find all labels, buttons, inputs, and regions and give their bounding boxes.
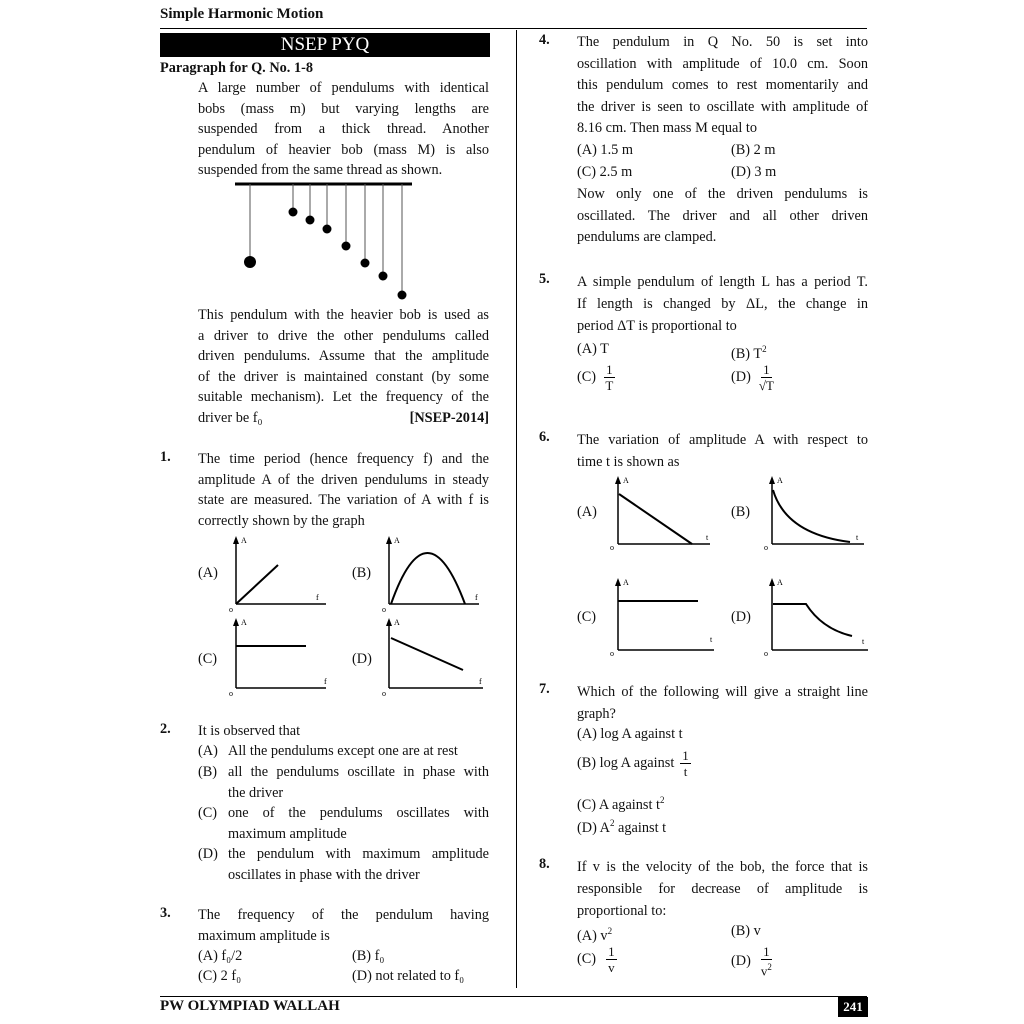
q6-stem: The variation of amplitude A with respect to time t is shown as xyxy=(577,432,868,470)
svg-text:t: t xyxy=(710,635,713,644)
q1-option-c-label: (C) xyxy=(198,651,218,667)
q4-number: 4. xyxy=(539,32,550,48)
q6-graph-d xyxy=(760,574,870,658)
q1-option-d-label: (D) xyxy=(352,651,372,667)
q4-option-d: (D) 3 m xyxy=(731,164,777,180)
q5-stem: A simple pendulum of length L has a period T. If length is changed by ΔL, the change in period ΔT is proportional to xyxy=(577,274,868,334)
svg-text:A: A xyxy=(394,618,400,627)
q7-option-b: (B) log A against $\frac{1}{t}$ xyxy=(577,748,689,779)
q7-option-d: (D) $A^2$ against t xyxy=(577,818,667,836)
q1-graph-a xyxy=(226,532,336,614)
svg-text:f: f xyxy=(479,677,482,686)
q2-option-a-label: (A) xyxy=(198,743,218,759)
q5-option-b: (B) $T^2$ xyxy=(731,344,767,362)
q6-graph-a xyxy=(606,472,716,552)
q8-option-d: (D) $\frac{1}{v^2}$ xyxy=(731,944,772,979)
q2-option-d-text: the pendulum with maximum amplitude oscillates in phase with the driver xyxy=(228,846,489,883)
svg-text:f: f xyxy=(316,593,319,602)
footer-rule xyxy=(160,996,867,997)
q7-option-c: (C) A against $t^2$ xyxy=(577,795,665,813)
page-number: 241 xyxy=(838,997,868,1017)
q6-option-c-label: (C) xyxy=(577,609,597,625)
q2-option-a-text: All the pendulums except one are at rest xyxy=(228,743,458,759)
svg-text:A: A xyxy=(623,476,629,485)
q7-stem: Which of the following will give a straight line graph? xyxy=(577,684,868,722)
svg-text:o: o xyxy=(229,689,233,698)
footer-brand: PW OLYMPIAD WALLAH xyxy=(160,998,340,1014)
svg-text:A: A xyxy=(241,618,247,627)
q5-option-a: (A) T xyxy=(577,341,609,357)
running-header: Simple Harmonic Motion xyxy=(160,6,324,22)
q1-option-b-label: (B) xyxy=(352,565,372,581)
q6-number: 6. xyxy=(539,429,550,445)
q1-graph-c xyxy=(226,614,336,698)
svg-text:o: o xyxy=(610,649,614,658)
svg-text:f: f xyxy=(475,593,478,602)
q4-option-c: (C) 2.5 m xyxy=(577,164,633,180)
q6-option-b-label: (B) xyxy=(731,504,751,520)
q7-number: 7. xyxy=(539,681,550,697)
q3-option-b: (B) f₀ xyxy=(352,948,385,964)
svg-text:o: o xyxy=(382,689,386,698)
svg-text:A: A xyxy=(777,476,783,485)
source-tag: [NSEP-2014] xyxy=(409,409,489,426)
q5-option-c: (C) $\frac{1}{T}$ xyxy=(577,362,614,393)
q2-option-b-text: all the pendulums oscillate in phase with the driver xyxy=(228,764,489,801)
paragraph-heading: Paragraph for Q. No. 1-8 xyxy=(160,60,314,76)
column-divider xyxy=(516,30,517,988)
svg-text:A: A xyxy=(241,536,247,545)
q6-option-d-label: (D) xyxy=(731,609,751,625)
q4-option-a: (A) 1.5 m xyxy=(577,142,633,158)
q4-option-b: (B) 2 m xyxy=(731,142,776,158)
q3-stem: The frequency of the pendulum having maximum amplitude is xyxy=(198,907,489,944)
q1-stem: The time period (hence frequency f) and the amplitude A of the driven pendulums in steady state are measured. The variation of A with f is correctly shown by the graph xyxy=(198,451,489,529)
q8-stem: If v is the velocity of the bob, the force that is responsible for decrease of amplitude is proportional to: xyxy=(577,859,868,919)
svg-text:o: o xyxy=(764,543,768,552)
q1-graph-d xyxy=(379,614,489,698)
q8-option-a: (A) $v^2$ xyxy=(577,926,613,944)
q2-stem: It is observed that xyxy=(198,723,301,739)
q5-option-d: (D) $\frac{1}{√T}$ xyxy=(731,362,774,393)
svg-text:t: t xyxy=(862,637,865,646)
svg-text:A: A xyxy=(777,578,783,587)
q2-option-c-text: one of the pendulums oscillates with maximum amplitude xyxy=(228,805,489,842)
q3-number: 3. xyxy=(160,905,171,921)
q1-number: 1. xyxy=(160,449,171,465)
svg-text:A: A xyxy=(394,536,400,545)
header-rule xyxy=(160,28,867,29)
q1-option-a-label: (A) xyxy=(198,565,218,581)
driver-frequency-line: driver be f₀ xyxy=(198,409,263,426)
q6-option-a-label: (A) xyxy=(577,504,597,520)
q8-number: 8. xyxy=(539,856,550,872)
q4-stem: The pendulum in Q No. 50 is set into oscillation with amplitude of 10.0 cm. Soon this pendulum comes to rest momentarily and the driver is seen to oscillate with amplitude of 8.16 cm. Then mass M equal to xyxy=(577,34,868,137)
q3-option-a: (A) f₀/2 xyxy=(198,948,243,964)
svg-text:o: o xyxy=(610,543,614,552)
q1-graph-b xyxy=(379,532,489,614)
q4-extra-text: Now only one of the driven pendulums is oscillated. The driver and all other driven pendulums are clamped. xyxy=(577,186,868,246)
q8-option-c: (C) $\frac{1}{v}$ xyxy=(577,944,615,975)
pendulum-figure xyxy=(230,180,420,305)
paragraph-text-2: This pendulum with the heavier bob is used as a driver to drive the other pendulums called driven pendulums. Assume that the amplitude of the driver is maintained constant (by some suitable mechanism). Let the frequency of the driver be f₀ [NSEP-2014] xyxy=(198,305,489,428)
q7-option-a: (A) log A against t xyxy=(577,726,683,742)
svg-text:o: o xyxy=(764,649,768,658)
svg-text:t: t xyxy=(856,533,859,542)
q3-option-d: (D) not related to f₀ xyxy=(352,968,465,984)
paragraph-text-1: A large number of pendulums with identical bobs (mass m) but varying lengths are suspended from a thick thread. Another pendulum of heavier bob (mass M) is also suspended from the same thread as shown. xyxy=(198,80,489,178)
q2-number: 2. xyxy=(160,721,171,737)
svg-text:f: f xyxy=(324,677,327,686)
q2-option-b-label: (B) xyxy=(198,764,218,780)
svg-text:o: o xyxy=(229,605,233,614)
svg-text:o: o xyxy=(382,605,386,614)
q6-graph-b xyxy=(760,472,870,552)
q8-option-b: (B) v xyxy=(731,923,761,939)
section-banner: NSEP PYQ xyxy=(160,33,490,57)
svg-text:t: t xyxy=(706,533,709,542)
q2-option-d-label: (D) xyxy=(198,846,218,862)
q5-number: 5. xyxy=(539,271,550,287)
svg-text:A: A xyxy=(623,578,629,587)
q3-option-c: (C) 2 f₀ xyxy=(198,968,242,984)
q6-graph-c xyxy=(606,574,716,658)
q2-option-c-label: (C) xyxy=(198,805,218,821)
